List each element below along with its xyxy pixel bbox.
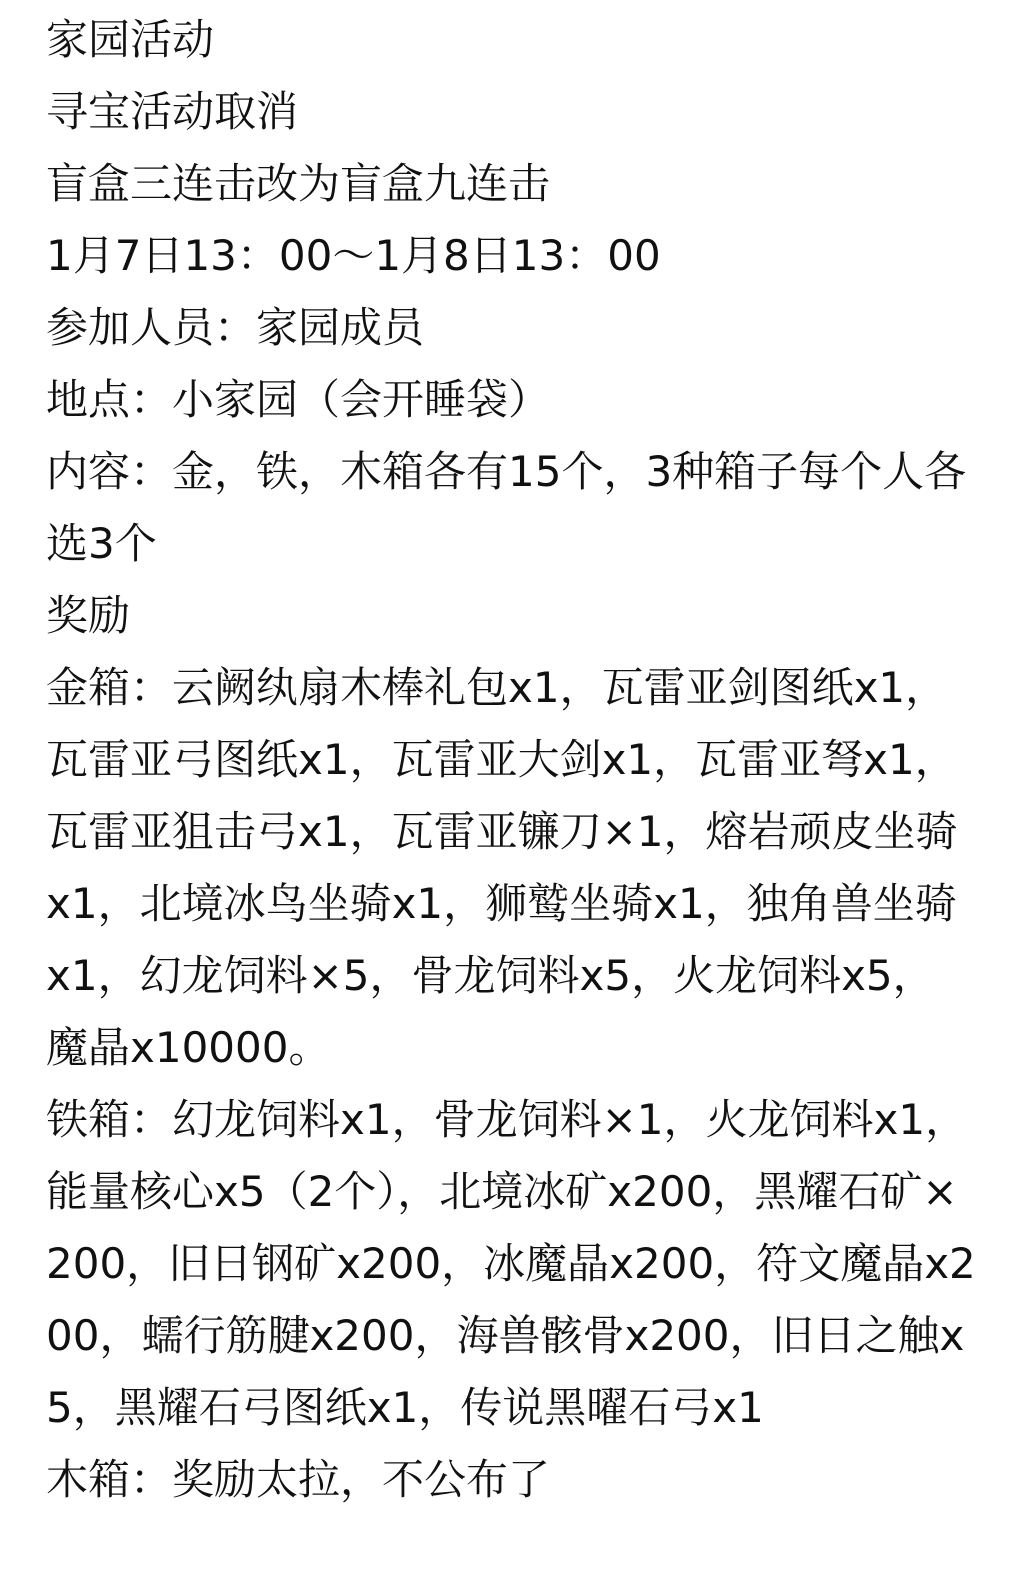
document-title: 家园活动 — [46, 15, 215, 64]
rewards-heading: 奖励 — [46, 591, 131, 640]
iron-box-rewards: 铁箱：幻龙饲料x1，骨龙饲料×1，火龙饲料x1，能量核心x5（2个），北境冰矿x200，黑耀石矿×200，旧日钢矿x200，冰魔晶x200，符文魔晶x200，蠕行筋腱x200，海兽骸骨x200，旧日之触x5，黑耀石弓图纸x1，传说黑曜石弓x1 — [46, 1095, 976, 1432]
gold-box-rewards: 金箱：云阙纨扇木棒礼包x1，瓦雷亚剑图纸x1，瓦雷亚弓图纸x1，瓦雷亚大剑x1，瓦雷亚弩x1，瓦雷亚狙击弓x1，瓦雷亚镰刀×1，熔岩顽皮坐骑x1，北境冰鸟坐骑x1，狮鹫坐骑x1，独角兽坐骑x1，幻龙饲料×5，骨龙饲料x5，火龙饲料x5，魔晶x10000。 — [46, 663, 958, 1072]
content-description: 内容：金，铁，木箱各有15个，3种箱子每个人各选3个 — [46, 447, 967, 568]
cancel-notice: 寻宝活动取消 — [46, 87, 299, 136]
document-body — [46, 4, 976, 1516]
event-time: 1月7日13：00～1月8日13：00 — [46, 231, 661, 280]
wood-box-rewards: 木箱：奖励太拉，不公布了 — [46, 1455, 551, 1504]
change-notice: 盲盒三连击改为盲盒九连击 — [46, 159, 551, 208]
participants: 参加人员：家园成员 — [46, 303, 425, 352]
location: 地点：小家园（会开睡袋） — [46, 375, 551, 424]
